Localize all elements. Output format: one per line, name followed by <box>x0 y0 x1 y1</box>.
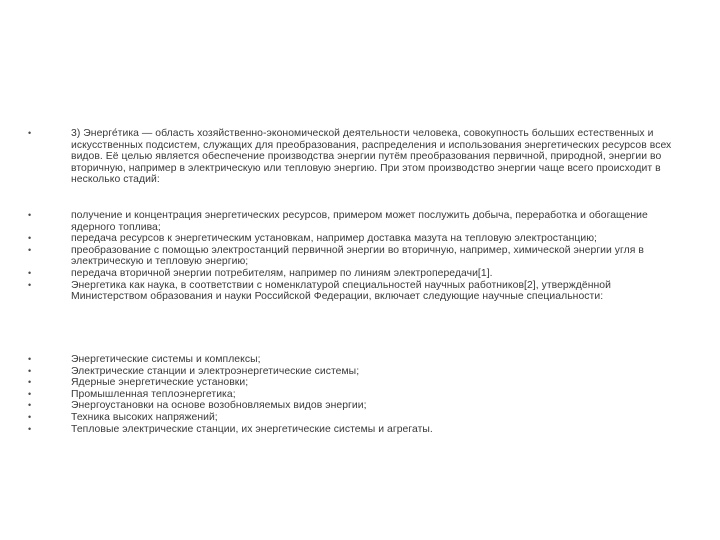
specialty-item: Электрические станции и электроэнергетические системы; <box>71 365 360 377</box>
stage-item: передача вторичной энергии потребителям, например по линиям электропередачи[1]. <box>71 267 493 279</box>
intro-list <box>28 128 678 186</box>
bullet: • <box>28 128 32 138</box>
bullet: • <box>28 400 32 411</box>
specialty-item: Ядерные энергетические установки; <box>71 377 249 389</box>
bullet: • <box>28 365 32 376</box>
bullet: • <box>28 354 32 364</box>
intro-paragraph: 3) Энерге́тика — область хозяйственно-экономической деятельности человека, совокупность больших естественных и искусственных подсистем, служащих для преобразования, распределения и использования энергетических ресурсов всех видов. Её целью является обеспечение производства энергии путём преобразования первичной, природной, энергии во вторичную, например в электрическую или тепловую энергию. При этом производство энергии чаще всего происходит в несколько стадий: <box>71 128 672 186</box>
specialty-item: Энергетические системы и комплексы; <box>71 354 261 365</box>
specialty-item: Тепловые электрические станции, их энергетические системы и агрегаты. <box>71 423 433 435</box>
list-item <box>28 210 678 233</box>
list-item <box>28 233 678 245</box>
bullet: • <box>28 233 32 244</box>
stage-item: получение и концентрация энергетических ресурсов, примером может послужить добыча, переработка и обогащение ядерного топлива; <box>71 210 648 233</box>
specialty-item: Техника высоких напряжений; <box>71 411 218 423</box>
list-item <box>28 280 678 303</box>
list-item <box>28 424 678 436</box>
specialty-item: Промышленная теплоэнергетика; <box>71 388 236 400</box>
bullet: • <box>28 411 32 422</box>
list-item <box>28 400 678 412</box>
list-item <box>28 268 678 280</box>
stage-item: преобразование с помощью электростанций первичной энергии во вторичную, например, химической энергии угля в электрическую и тепловую энергию; <box>71 244 644 268</box>
bullet: • <box>28 244 32 255</box>
bullet: • <box>28 210 32 220</box>
bullet: • <box>28 267 32 278</box>
bullet: • <box>28 377 32 388</box>
specialties-list <box>28 354 678 435</box>
list-item <box>28 377 678 389</box>
list-item <box>28 128 678 186</box>
science-paragraph: Энергетика как наука, в соответствии с номенклатурой специальностей научных работников[2], утверждённой Министерством образования и науки Российской Федерации, включает следующие научные специальности: <box>71 279 611 303</box>
bullet: • <box>28 423 32 434</box>
stage-item: передача ресурсов к энергетическим установкам, например доставка мазута на тепловую электростанцию; <box>71 233 597 245</box>
list-item <box>28 389 678 401</box>
list-item <box>28 366 678 378</box>
specialty-item: Энергоустановки на основе возобновляемых видов энергии; <box>71 400 367 412</box>
list-item <box>28 354 678 366</box>
bullet: • <box>28 388 32 399</box>
stages-list <box>28 210 678 303</box>
list-item <box>28 245 678 268</box>
list-item <box>28 412 678 424</box>
bullet: • <box>28 279 32 290</box>
